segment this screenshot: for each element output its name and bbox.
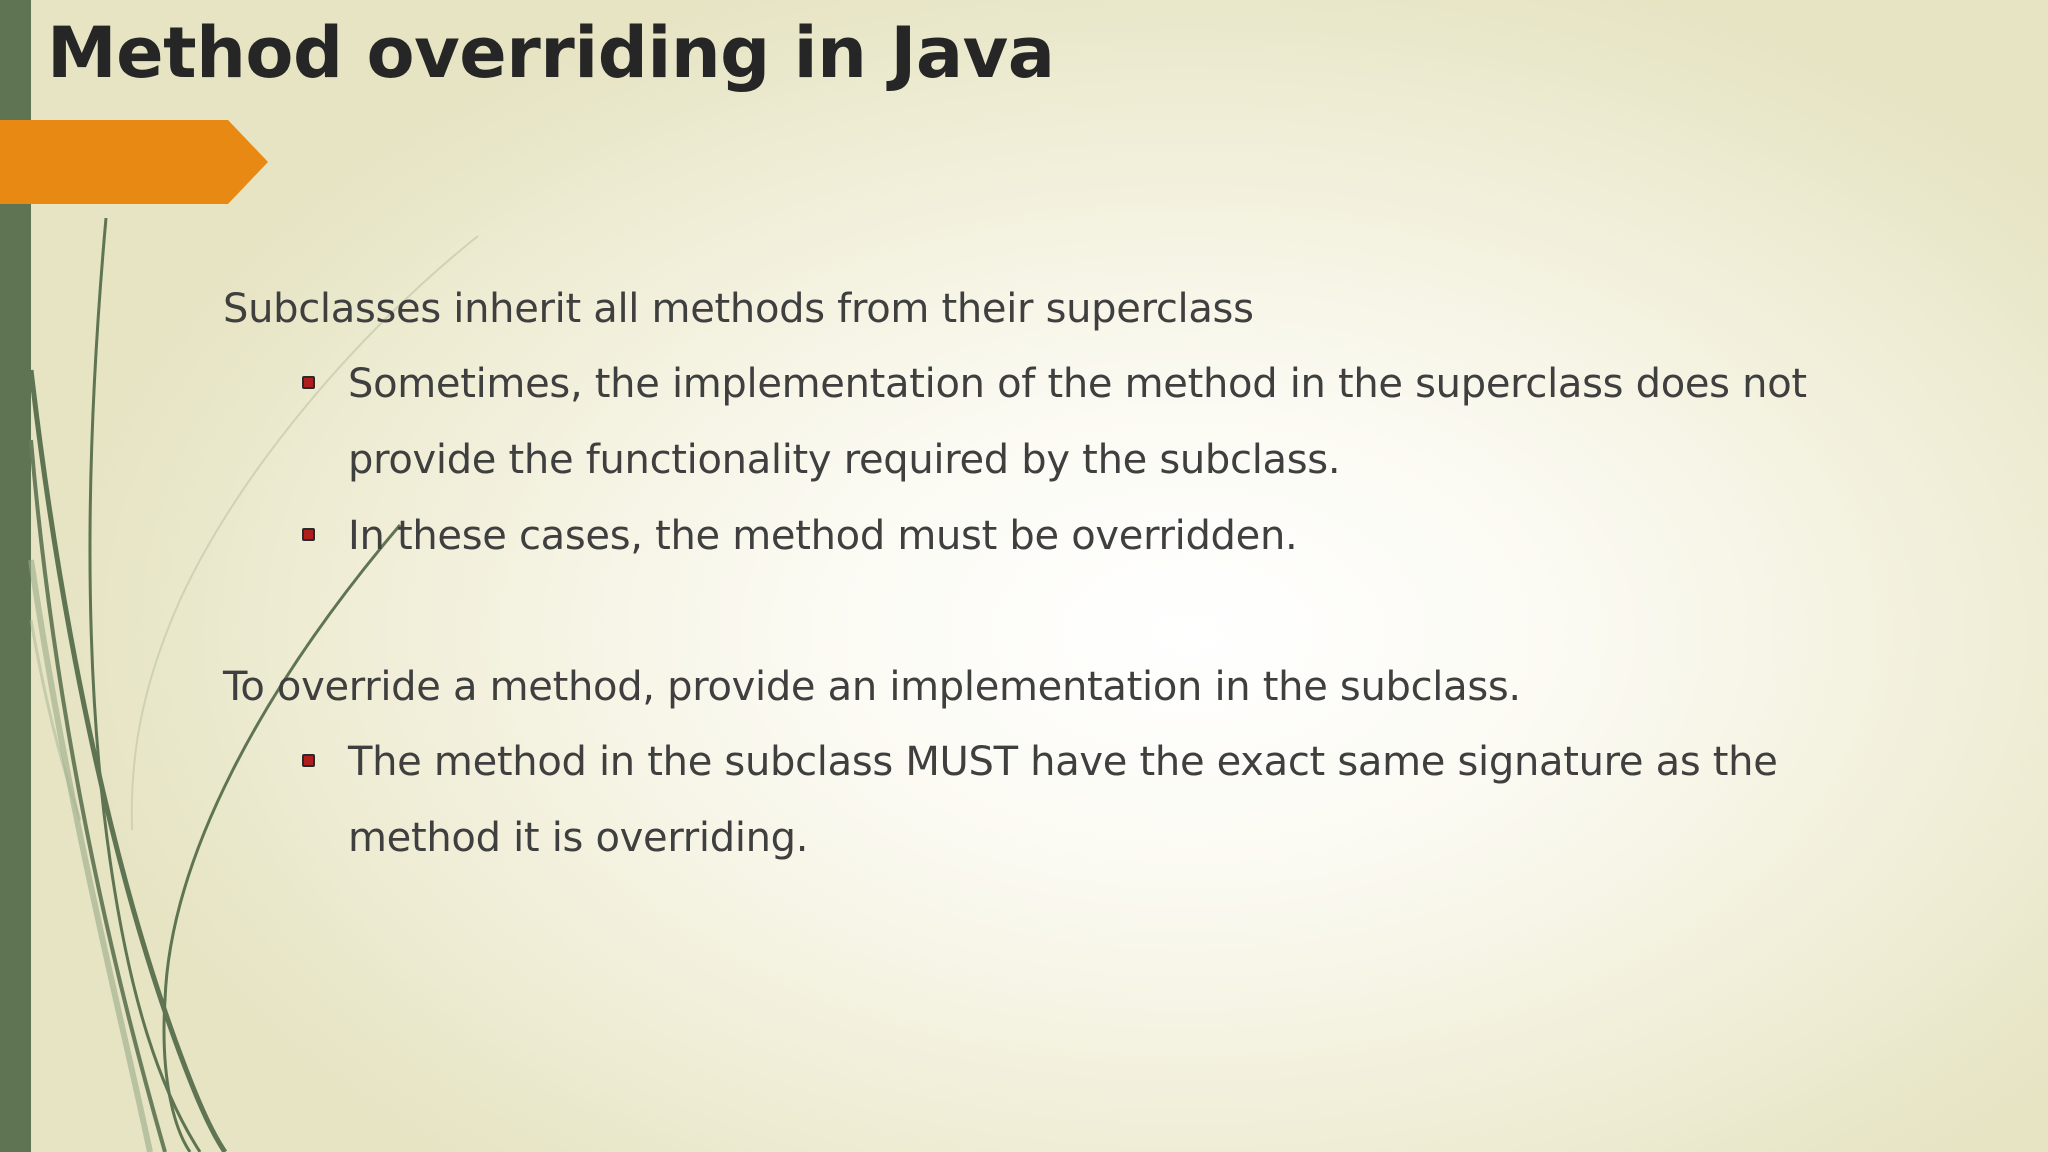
section-text: Subclasses inherit all methods from their superclass	[223, 286, 1254, 332]
square-bullet-icon	[302, 754, 315, 767]
bullet-item	[348, 498, 1923, 574]
bullet-text: Sometimes, the implementation of the method in the superclass does not provide the functionality required by the subclass.	[348, 361, 1807, 483]
slide-body	[223, 280, 1923, 876]
bullet-list	[223, 724, 1923, 876]
decorative-curve	[31, 370, 225, 1152]
bullet-item	[348, 724, 1923, 876]
bullet-item	[348, 346, 1923, 498]
bullet-list	[223, 346, 1923, 574]
bullet-text: In these cases, the method must be overridden.	[348, 513, 1298, 559]
decorative-curve	[31, 440, 165, 1152]
bullet-text: The method in the subclass MUST have the exact same signature as the method it is overriding.	[348, 739, 1778, 861]
square-bullet-icon	[302, 528, 315, 541]
slide-title: Method overriding in Java	[47, 12, 1055, 94]
section-spacer	[223, 574, 1923, 658]
decorative-curve	[90, 218, 200, 1152]
orange-arrow-accent	[0, 120, 268, 204]
square-bullet-icon	[302, 376, 315, 389]
section-text: To override a method, provide an implementation in the subclass.	[223, 664, 1521, 710]
